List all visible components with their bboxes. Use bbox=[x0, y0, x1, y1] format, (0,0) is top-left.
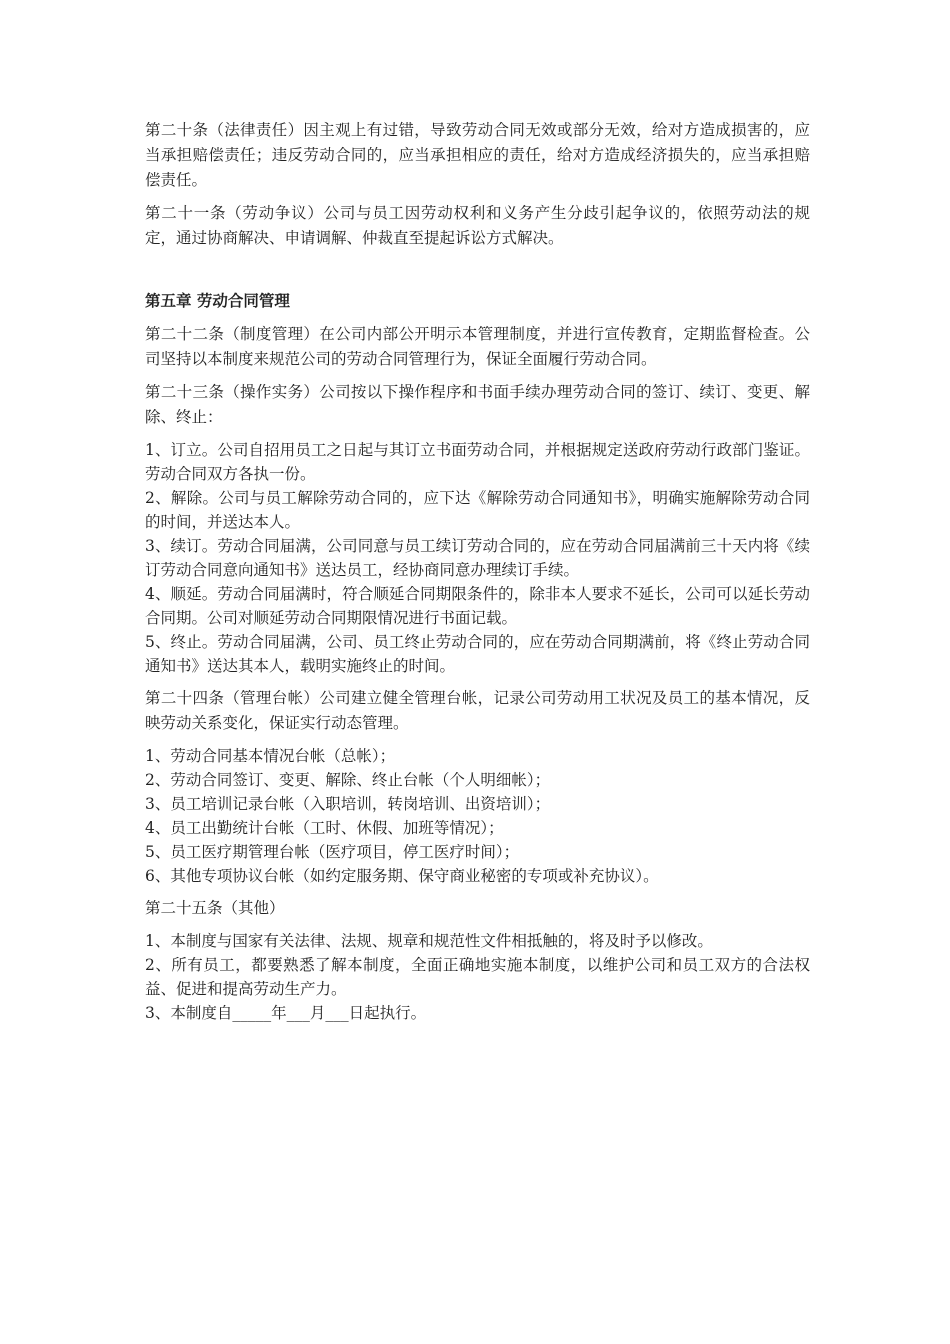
list-item: 3、员工培训记录台帐（入职培训，转岗培训、出资培训）； bbox=[145, 795, 551, 813]
article-23: 第二十三条（操作实务）公司按以下操作程序和书面手续办理劳动合同的签订、续订、变更、解除、终止： bbox=[145, 383, 810, 426]
list-item: 3、本制度自_____年___月___日起执行。 bbox=[145, 1004, 427, 1022]
article-22: 第二十二条（制度管理）在公司内部公开明示本管理制度，并进行宣传教育，定期监督检查。公司坚持以本制度来规范公司的劳动合同管理行为，保证全面履行劳动合同。 bbox=[145, 325, 810, 368]
list-item: 5、员工医疗期管理台帐（医疗项目，停工医疗时间）； bbox=[145, 843, 520, 861]
article-25-list bbox=[145, 929, 810, 1025]
list-item: 4、员工出勤统计台帐（工时、休假、加班等情况）； bbox=[145, 819, 504, 837]
list-item: 5、终止。劳动合同届满，公司、员工终止劳动合同的，应在劳动合同期满前，将《终止劳动合同通知书》送达其本人，载明实施终止的时间。 bbox=[145, 633, 810, 675]
list-item: 1、劳动合同基本情况台帐（总帐）； bbox=[145, 747, 396, 765]
list-item: 2、解除。公司与员工解除劳动合同的，应下达《解除劳动合同通知书》，明确实施解除劳动合同的时间，并送达本人。 bbox=[145, 489, 810, 531]
article-24-list bbox=[145, 744, 810, 888]
list-item: 1、订立。公司自招用员工之日起与其订立书面劳动合同，并根据规定送政府劳动行政部门鉴证。劳动合同双方各执一份。 bbox=[145, 441, 810, 483]
list-item: 6、其他专项协议台帐（如约定服务期、保守商业秘密的专项或补充协议）。 bbox=[145, 867, 659, 885]
list-item: 4、顺延。劳动合同届满时，符合顺延合同期限条件的，除非本人要求不延长，公司可以延长劳动合同期。公司对顺延劳动合同期限情况进行书面记载。 bbox=[145, 585, 810, 627]
chapter-heading: 第五章 劳动合同管理 bbox=[145, 292, 290, 310]
list-item: 2、劳动合同签订、变更、解除、终止台帐（个人明细帐）； bbox=[145, 771, 551, 789]
article-24: 第二十四条（管理台帐）公司建立健全管理台帐，记录公司劳动用工状况及员工的基本情况，反映劳动关系变化，保证实行动态管理。 bbox=[145, 689, 810, 732]
list-item: 2、所有员工，都要熟悉了解本制度，全面正确地实施本制度，以维护公司和员工双方的合法权益、促进和提高劳动生产力。 bbox=[145, 956, 810, 998]
list-item: 1、本制度与国家有关法律、法规、规章和规范性文件相抵触的，将及时予以修改。 bbox=[145, 932, 713, 950]
article-23-list bbox=[145, 438, 810, 678]
article-20: 第二十条（法律责任）因主观上有过错，导致劳动合同无效或部分无效，给对方造成损害的，应当承担赔偿责任；违反劳动合同的，应当承担相应的责任，给对方造成经济损失的，应当承担赔偿责任。 bbox=[145, 121, 810, 189]
article-25: 第二十五条（其他） bbox=[145, 899, 285, 917]
article-21: 第二十一条（劳动争议）公司与员工因劳动权利和义务产生分歧引起争议的，依照劳动法的规定，通过协商解决、申请调解、仲裁直至提起诉讼方式解决。 bbox=[145, 204, 810, 247]
document-page bbox=[145, 118, 810, 1025]
list-item: 3、续订。劳动合同届满，公司同意与员工续订劳动合同的，应在劳动合同届满前三十天内将《续订劳动合同意向通知书》送达员工，经协商同意办理续订手续。 bbox=[145, 537, 810, 579]
